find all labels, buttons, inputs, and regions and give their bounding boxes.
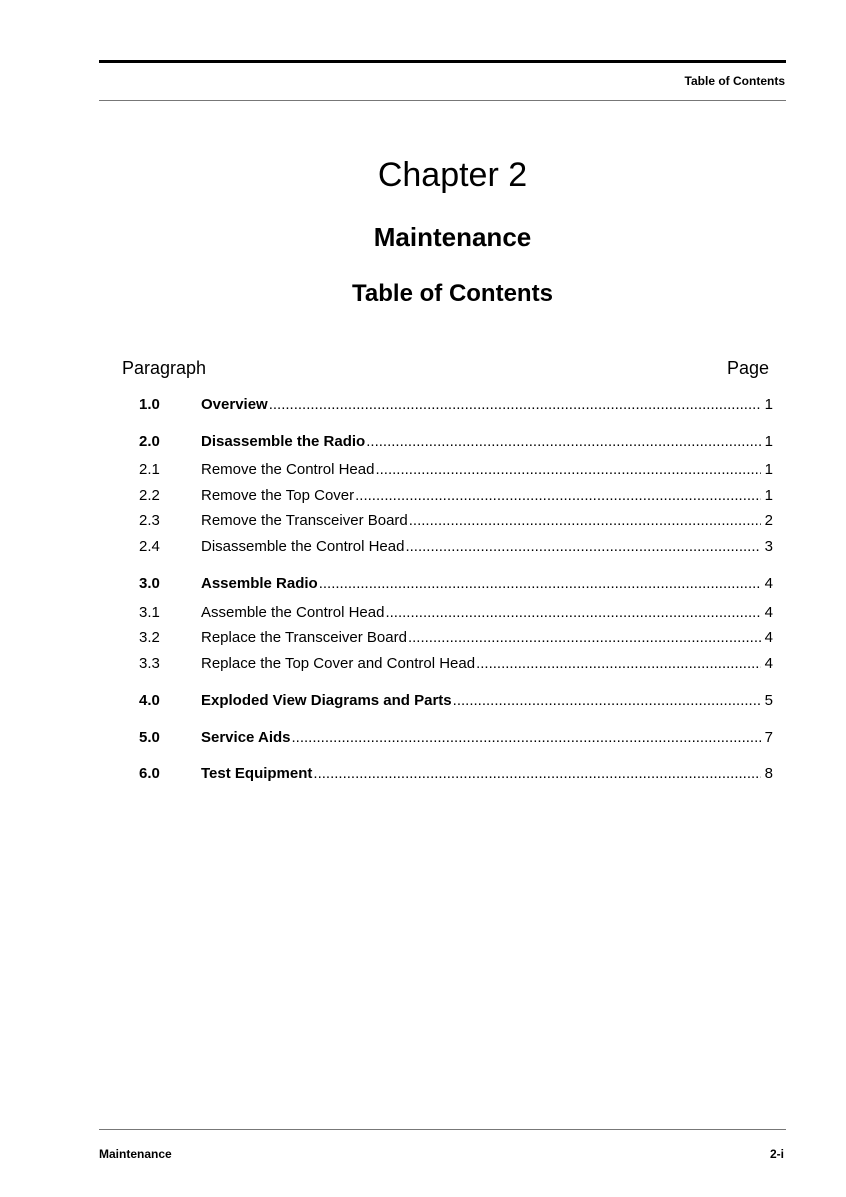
toc-label: Remove the Transceiver Board: [201, 512, 408, 529]
paragraph-column-header: Paragraph: [122, 358, 207, 378]
toc-leader-dots: [313, 764, 760, 784]
toc-entry-6-0[interactable]: [139, 764, 773, 784]
toc-entry-2-2[interactable]: [139, 486, 773, 506]
toc-label: Overview: [201, 396, 268, 413]
toc-number: 5.0: [139, 729, 160, 746]
toc-number: 2.3: [139, 512, 160, 529]
toc-page-number: 2: [764, 512, 773, 529]
toc-page-number: 3: [764, 538, 773, 555]
toc-number: 3.3: [139, 655, 160, 672]
footer-page-number: 2-i: [769, 1147, 784, 1161]
toc-label: Remove the Control Head: [201, 461, 375, 478]
toc-page-number: 1: [764, 396, 773, 413]
chapter-title: Chapter 2: [377, 156, 528, 194]
toc-number: 3.0: [139, 575, 160, 592]
toc-entry-1-0[interactable]: [139, 395, 773, 415]
toc-leader-dots: [405, 537, 760, 557]
toc-entry-2-1[interactable]: [139, 460, 773, 480]
header-rule: [99, 100, 786, 101]
toc-number: 1.0: [139, 396, 160, 413]
chapter-subtitle: Maintenance: [373, 222, 532, 252]
toc-page-number: 8: [764, 765, 773, 782]
toc-number: 4.0: [139, 692, 160, 709]
toc-leader-dots: [385, 603, 760, 623]
toc-number: 6.0: [139, 765, 160, 782]
toc-leader-dots: [409, 511, 761, 531]
toc-entry-3-0[interactable]: [139, 574, 773, 594]
toc-leader-dots: [366, 432, 760, 452]
footer-rule: [99, 1129, 786, 1130]
footer-section-name: Maintenance: [99, 1147, 172, 1161]
toc-entry-3-1[interactable]: [139, 603, 773, 623]
toc-page-number: 1: [764, 487, 773, 504]
toc-leader-dots: [292, 728, 761, 748]
toc-entry-3-2[interactable]: [139, 628, 773, 648]
toc-leader-dots: [355, 486, 761, 506]
toc-heading: Table of Contents: [352, 280, 553, 307]
toc-page-number: 4: [764, 655, 773, 672]
toc-leader-dots: [476, 654, 761, 674]
toc-page-number: 1: [764, 461, 773, 478]
toc-label: Service Aids: [201, 729, 291, 746]
toc-entry-5-0[interactable]: [139, 728, 773, 748]
toc-label: Replace the Top Cover and Control Head: [201, 655, 476, 672]
toc-label: Disassemble the Control Head: [201, 538, 405, 555]
toc-leader-dots: [269, 395, 761, 415]
toc-leader-dots: [408, 628, 761, 648]
toc-number: 3.1: [139, 604, 160, 621]
toc-leader-dots: [375, 460, 760, 480]
toc-entry-3-3[interactable]: [139, 654, 773, 674]
toc-entry-2-4[interactable]: [139, 537, 773, 557]
toc-page-number: 7: [764, 729, 773, 746]
top-rule: [99, 60, 786, 63]
toc-page-number: 4: [764, 575, 773, 592]
toc-number: 2.4: [139, 538, 160, 555]
toc-entry-4-0[interactable]: [139, 691, 773, 711]
toc-label: Remove the Top Cover: [201, 487, 355, 504]
toc-label: Exploded View Diagrams and Parts: [201, 692, 452, 709]
toc-page-number: 1: [764, 433, 773, 450]
toc-number: 2.2: [139, 487, 160, 504]
page-column-header: Page: [726, 358, 769, 378]
toc-entry-2-3[interactable]: [139, 511, 773, 531]
toc-label: Assemble Radio: [201, 575, 318, 592]
running-header: Table of Contents: [684, 74, 785, 88]
toc-entry-2-0[interactable]: [139, 432, 773, 452]
toc-leader-dots: [453, 691, 761, 711]
toc-label: Test Equipment: [201, 765, 313, 782]
toc-page-number: 4: [764, 629, 773, 646]
toc-number: 2.0: [139, 433, 160, 450]
toc-page-number: 4: [764, 604, 773, 621]
toc-number: 3.2: [139, 629, 160, 646]
toc-page-number: 5: [764, 692, 773, 709]
toc-label: Replace the Transceiver Board: [201, 629, 407, 646]
toc-number: 2.1: [139, 461, 160, 478]
toc-leader-dots: [319, 574, 761, 594]
toc-label: Disassemble the Radio: [201, 433, 366, 450]
toc-label: Assemble the Control Head: [201, 604, 385, 621]
